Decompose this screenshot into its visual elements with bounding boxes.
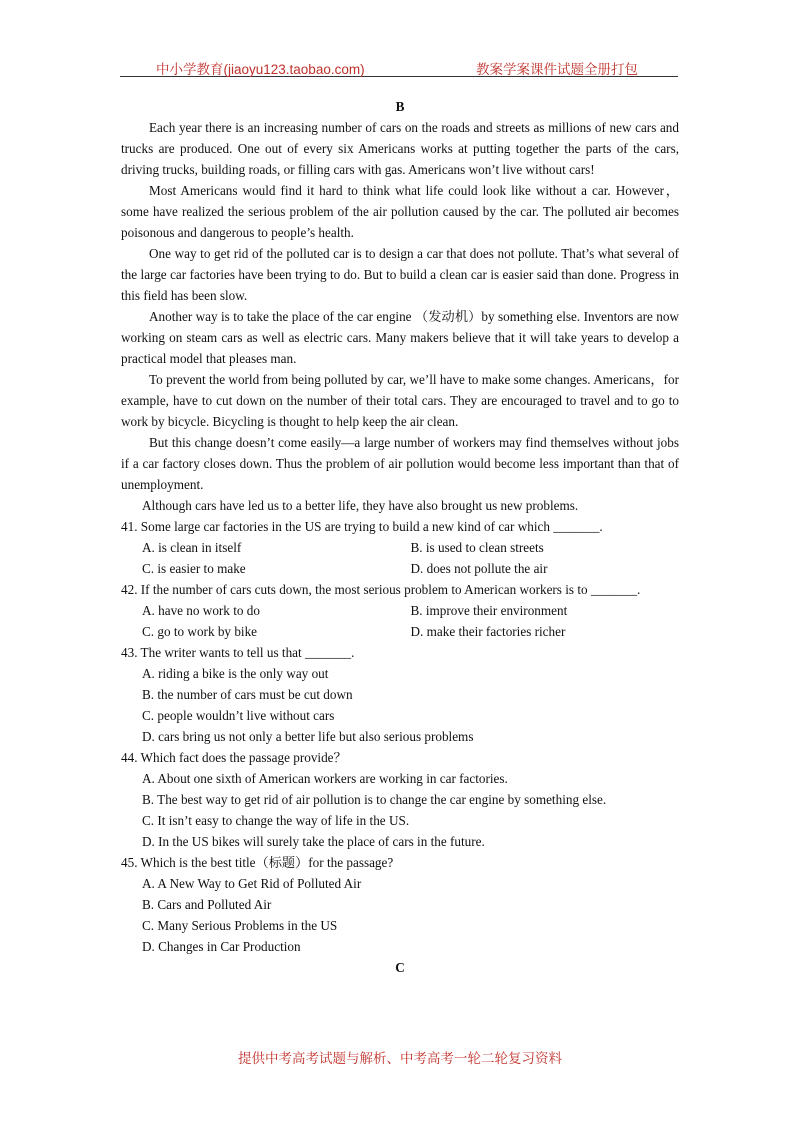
question-43-option-c: C. people wouldn’t live without cars bbox=[142, 708, 335, 723]
document-body bbox=[121, 96, 679, 978]
question-41-option-a: A. is clean in itself bbox=[142, 540, 242, 555]
page-footer: 提供中考高考试题与解析、中考高考一轮二轮复习资料 bbox=[238, 1051, 562, 1066]
question-41-stem: 41. Some large car factories in the US are trying to build a new kind of car which _______. bbox=[121, 519, 603, 534]
question-44-option-d: D. In the US bikes will surely take the place of cars in the future. bbox=[142, 834, 485, 849]
passage-closing: Although cars have led us to a better life, they have also brought us new problems. bbox=[142, 498, 579, 513]
question-45-option-d: D. Changes in Car Production bbox=[142, 939, 301, 954]
passage-paragraph: Each year there is an increasing number of cars on the roads and streets as millions of new cars and trucks are produced. One out of every six Americans works at putting together the parts of the cars, driving trucks, building roads, or filling cars with gas. Americans won’t live without cars! bbox=[121, 120, 679, 177]
passage-paragraph: One way to get rid of the polluted car is to design a car that does not pollute. That’s what several of the large car factories have been trying to do. But to build a clean car is easier said than done. Progress in this field has been slow. bbox=[121, 246, 679, 303]
question-44-stem: 44. Which fact does the passage provide？ bbox=[121, 750, 347, 765]
passage-paragraph: Most Americans would find it hard to think what life could look like without a car. However， some have realized the serious problem of the air pollution caused by the car. The polluted air becomes poisonous and dangerous to people’s health. bbox=[121, 183, 679, 240]
passage-paragraph: Another way is to take the place of the car engine （发动机）by something else. Inventors are now working on steam cars as well as electric cars. Many makers believe that it will take years to develop a practical model that pleases man. bbox=[121, 309, 679, 366]
question-41-option-c: C. is easier to make bbox=[142, 561, 246, 576]
section-title-c: C bbox=[395, 960, 405, 975]
question-41-options-row1 bbox=[121, 537, 679, 558]
question-44-option-a: A. About one sixth of American workers are working in car factories. bbox=[142, 771, 508, 786]
header-right-text: 教案学案课件试题全册打包 bbox=[476, 62, 638, 77]
question-44-option-b: B. The best way to get rid of air pollution is to change the car engine by something else. bbox=[142, 792, 607, 807]
question-43-option-b: B. the number of cars must be cut down bbox=[142, 687, 353, 702]
question-45-stem: 45. Which is the best title（标题）for the passage? bbox=[121, 855, 394, 870]
section-title-b: B bbox=[395, 99, 405, 114]
header-left-text: 中小学教育(jiaoyu123.taobao.com) bbox=[156, 62, 365, 77]
question-45-option-a: A. A New Way to Get Rid of Polluted Air bbox=[142, 876, 362, 891]
question-43-stem: 43. The writer wants to tell us that _______. bbox=[121, 645, 355, 660]
question-45-option-b: B. Cars and Polluted Air bbox=[142, 897, 272, 912]
question-42-option-d: D. make their factories richer bbox=[410, 624, 566, 639]
question-45-option-c: C. Many Serious Problems in the US bbox=[142, 918, 338, 933]
question-42-option-c: C. go to work by bike bbox=[142, 624, 258, 639]
question-43-option-d: D. cars bring us not only a better life but also serious problems bbox=[142, 729, 474, 744]
question-42-stem: 42. If the number of cars cuts down, the most serious problem to American workers is to _______. bbox=[121, 582, 641, 597]
question-41-option-d: D. does not pollute the air bbox=[410, 561, 548, 576]
question-42-option-b: B. improve their environment bbox=[410, 603, 568, 618]
question-44-option-c: C. It isn’t easy to change the way of life in the US. bbox=[142, 813, 410, 828]
question-42-options-row2 bbox=[121, 621, 679, 642]
passage-paragraph: But this change doesn’t come easily—a large number of workers may find themselves without jobs if a car factory closes down. Thus the problem of air pollution would become less important than that of unemployment. bbox=[121, 435, 679, 492]
question-43-option-a: A. riding a bike is the only way out bbox=[142, 666, 329, 681]
passage-paragraph: To prevent the world from being polluted by car, we’ll have to make some changes. Americans，for example, have to cut down on the number of their total cars. They are encouraged to travel and to go to work by bicycle. Bicycling is thought to help keep the air clean. bbox=[121, 372, 679, 429]
page-header bbox=[120, 58, 678, 77]
question-41-option-b: B. is used to clean streets bbox=[410, 540, 544, 555]
question-42-options-row1 bbox=[121, 600, 679, 621]
question-41-options-row2 bbox=[121, 558, 679, 579]
question-42-option-a: A. have no work to do bbox=[142, 603, 260, 618]
